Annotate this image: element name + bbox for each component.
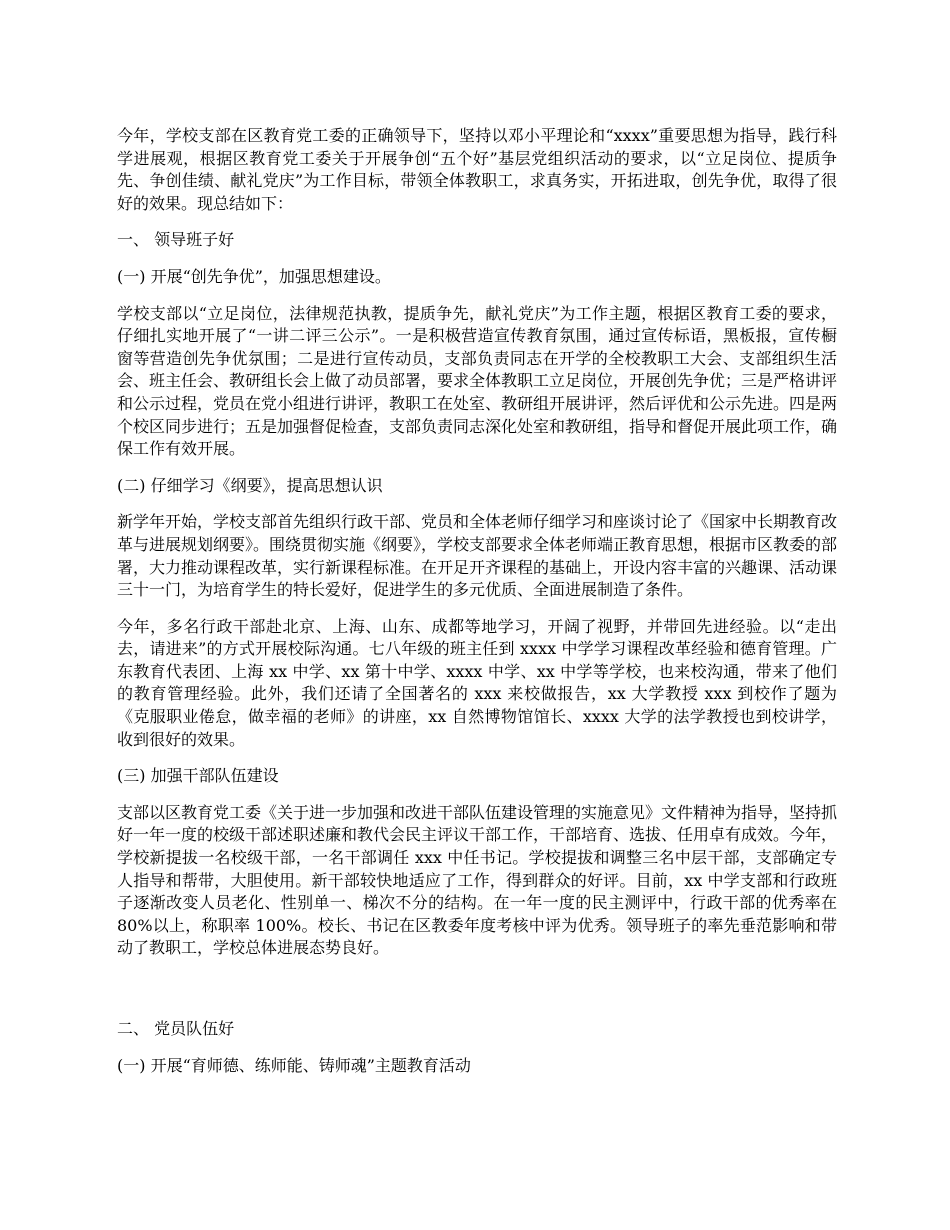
body-paragraph: 学校支部以“立足岗位，法律规范执教，提质争先，献礼党庆”为工作主题，根据区教育工委的要求，仔细扎实地开展了“一讲二评三公示”。一是积极营造宣传教育氛围，通过宣传标语，黑板报，宣传橱窗等营造创先争优氛围；二是进行宣传动员，支部负责同志在开学的全校教职工大会、支部组织生活会、班主任会、教研组长会上做了动员部署，要求全体教职工立足岗位，开展创先争优；三是严格讲评和公示过程，党员在党小组进行讲评，教职工在处室、教研组开展讲评，然后评优和公示先进。四是两个校区同步进行；五是加强督促检查，支部负责同志深化处室和教研组，指导和督促开展此项工作，确保工作有效开展。 (117, 303, 838, 459)
body-paragraph: 今年，多名行政干部赴北京、上海、山东、成都等地学习，开阔了视野，并带回先进经验。以“走出去，请进来”的方式开展校际沟通。七八年级的班主任到 xxxx 中学学习课程改革经验和德育管理。广东教育代表团、上海 xx 中学、xx 第十中学、xxxx 中学、xx 中学等学校，也来校沟通，带来了他们的教育管理经验。此外，我们还请了全国著名的 xxx 来校做报告，xx 大学教授 xxx 到校作了题为《克服职业倦怠，做幸福的老师》的讲座，xx 自然博物馆馆长、xxxx 大学的法学教授也到校讲学，收到很好的效果。 (117, 616, 837, 749)
subsection-heading-1-2: (二) 仔细学习《纲要》，提高思想认识 (117, 475, 383, 495)
section-spacer (117, 974, 837, 1018)
body-paragraph: 新学年开始，学校支部首先组织行政干部、党员和全体老师仔细学习和座谈讨论了《国家中长期教育改革与进展规划纲要》。围绕贯彻实施《纲要》，学校支部要求全体老师端正教育思想，根据市区教委的部署，大力推动课程改革，实行新课程标准。在开足开齐课程的基础上，开设内容丰富的兴趣课、活动课三十一门，为培育学生的特长爱好，促进学生的多元优质、全面进展制造了条件。 (117, 512, 838, 600)
subsection-heading-2-1: (一) 开展“育师德、练师能、铸师魂”主题教育活动 (117, 1055, 471, 1075)
intro-paragraph: 今年，学校支部在区教育党工委的正确领导下，坚持以邓小平理论和“xxxx”重要思想为指导，践行科学进展观，根据区教育党工委关于开展争创“五个好”基层党组织活动的要求，以“立足岗位、提质争先、争创佳绩、献礼党庆”为工作目标，带领全体教职工，求真务实，开拓进取，创先争优，取得了很好的效果。现总结如下： (117, 126, 837, 213)
section-heading-2: 二、 党员队伍好 (117, 1019, 235, 1038)
section-heading-1: 一、 领导班子好 (117, 230, 235, 250)
document-page (117, 125, 837, 1091)
subsection-heading-1-3: (三) 加强干部队伍建设 (117, 766, 279, 786)
subsection-heading-1-1: (一) 开展“创先争优”，加强思想建设。 (117, 266, 391, 286)
body-paragraph: 支部以区教育党工委《关于进一步加强和改进干部队伍建设管理的实施意见》文件精神为指导，坚持抓好一年一度的校级干部述职述廉和教代会民主评议干部工作，干部培育、选拔、任用卓有成效。今年，学校新提拔一名校级干部，一名干部调任 xxx 中任书记。学校提拔和调整三名中层干部，支部确定专人指导和帮带，大胆使用。新干部较快地适应了工作，得到群众的好评。目前，xx 中学支部和行政班子逐渐改变人员老化、性别单一、梯次不分的结构。在一年一度的民主测评中，行政干部的优秀率在 80%以上，称职率 100%。校长、书记在区教委年度考核中评为优秀。领导班子的率先垂范影响和带动了教职工，学校总体进展态势良好。 (117, 802, 838, 958)
